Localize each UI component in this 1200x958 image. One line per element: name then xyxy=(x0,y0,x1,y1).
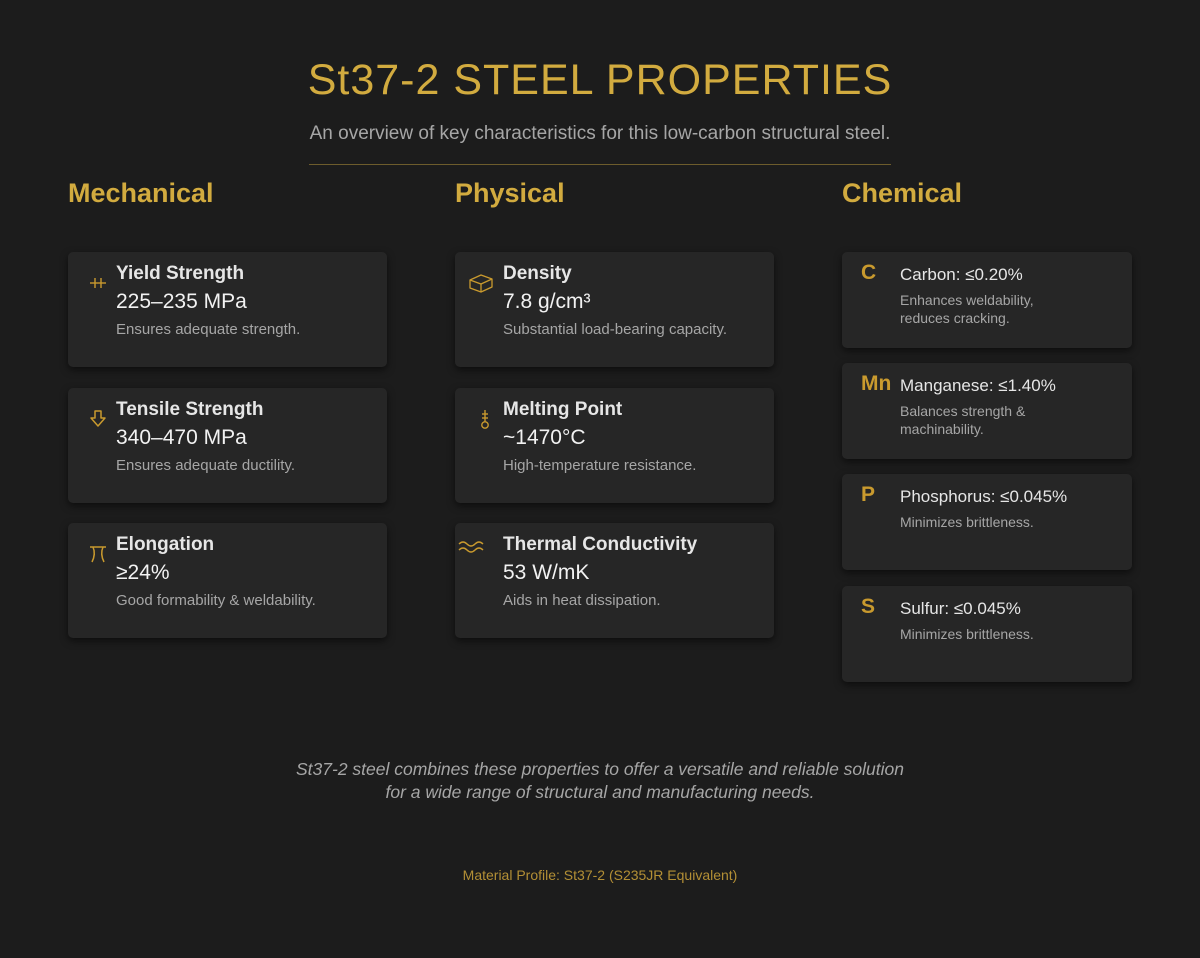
card-name: Thermal Conductivity xyxy=(503,534,698,555)
card-value: ≥24% xyxy=(116,561,170,584)
chemical-heading: Chemical xyxy=(842,178,963,208)
card-description: High-temperature resistance. xyxy=(503,457,697,474)
phosphorus-card xyxy=(842,474,1132,570)
yield-strength-icon xyxy=(87,272,109,294)
thermal-conductivity-card xyxy=(455,523,774,638)
summary-text xyxy=(0,758,1200,804)
element-symbol: C xyxy=(861,261,877,284)
card-name: Density xyxy=(503,263,572,284)
card-description: Good formability & weldability. xyxy=(116,592,316,609)
element-description: Minimizes brittleness. xyxy=(900,626,1034,642)
manganese-card xyxy=(842,363,1132,459)
yield-strength-card xyxy=(68,252,387,367)
cube-icon xyxy=(468,272,494,294)
card-value: ~1470°C xyxy=(503,426,586,449)
density-card xyxy=(455,252,774,367)
melting-point-card xyxy=(455,388,774,503)
tensile-strength-card xyxy=(68,388,387,503)
tensile-arrow-icon xyxy=(87,408,109,430)
mechanical-heading: Mechanical xyxy=(68,178,214,208)
element-symbol: S xyxy=(861,595,876,618)
element-label: Manganese: ≤1.40% xyxy=(900,376,1056,395)
element-symbol: P xyxy=(861,483,876,506)
element-symbol: Mn xyxy=(861,372,892,395)
card-description: Substantial load-bearing capacity. xyxy=(503,321,728,338)
element-description: Minimizes brittleness. xyxy=(900,514,1034,530)
card-value: 53 W/mK xyxy=(503,561,590,584)
physical-heading: Physical xyxy=(455,178,565,208)
element-description: Balances strength & machinability. xyxy=(900,403,1026,437)
element-label: Carbon: ≤0.20% xyxy=(900,265,1023,284)
summary-line: St37-2 steel combines these properties to offer a versatile and reliable solution xyxy=(296,759,904,779)
card-value: 7.8 g/cm³ xyxy=(503,290,591,313)
card-value: 340–470 MPa xyxy=(116,426,247,449)
element-label: Sulfur: ≤0.045% xyxy=(900,599,1021,618)
card-name: Yield Strength xyxy=(116,263,245,284)
heat-wave-icon xyxy=(457,537,485,559)
card-name: Elongation xyxy=(116,534,215,555)
card-value: 225–235 MPa xyxy=(116,290,247,313)
carbon-card xyxy=(842,252,1132,348)
page-subtitle: An overview of key characteristics for this low-carbon structural steel. xyxy=(309,123,891,144)
elongation-card xyxy=(68,523,387,638)
card-name: Tensile Strength xyxy=(116,399,264,420)
card-description: Ensures adequate strength. xyxy=(116,321,301,338)
element-description: Enhances weldability, reduces cracking. xyxy=(900,292,1034,326)
sulfur-card xyxy=(842,586,1132,682)
title-divider xyxy=(309,164,891,165)
card-description: Aids in heat dissipation. xyxy=(503,592,661,609)
card-description: Ensures adequate ductility. xyxy=(116,457,295,474)
footer-text: Material Profile: St37-2 (S235JR Equivalent) xyxy=(462,867,738,883)
card-name: Melting Point xyxy=(503,399,623,420)
summary-line: for a wide range of structural and manufacturing needs. xyxy=(385,782,815,802)
element-label: Phosphorus: ≤0.045% xyxy=(900,487,1068,506)
page-title: St37-2 STEEL PROPERTIES xyxy=(307,56,893,104)
thermometer-icon xyxy=(474,408,496,430)
elongation-icon xyxy=(87,543,109,565)
